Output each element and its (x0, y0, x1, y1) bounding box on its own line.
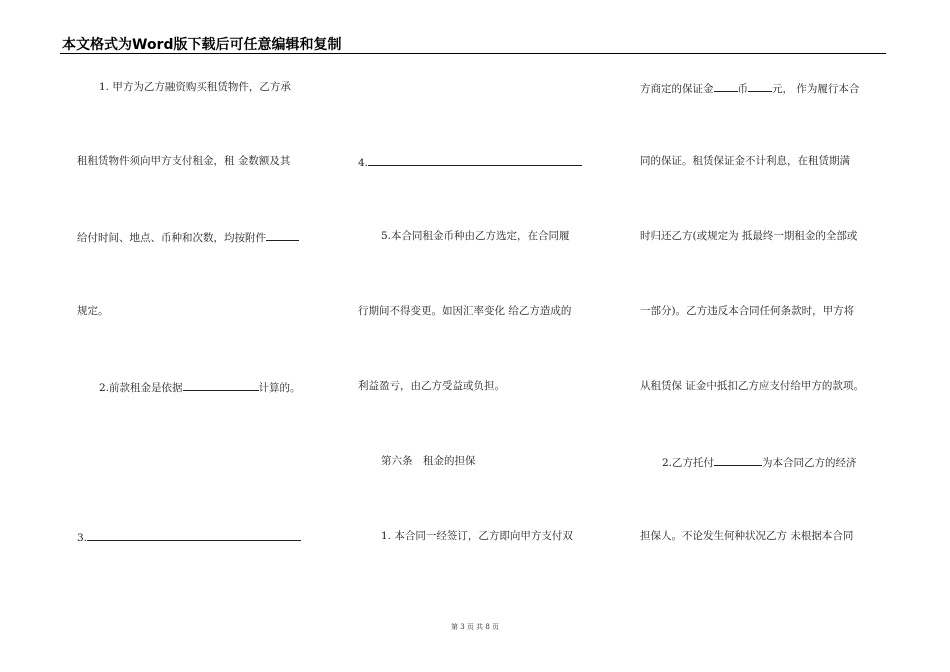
col1-line-5-text-a: 2.前款租金是依据 (99, 382, 183, 394)
blank-underline (266, 229, 299, 241)
col3-line-6-text-a: 2.乙方托付 (662, 457, 715, 469)
col2-line-6: 1. 本合同一经签订，乙方即向甲方支付双 (381, 530, 573, 542)
col3-line-2: 同的保证。租赁保证金不计利息，在租赁期满 (640, 155, 850, 167)
col3-line-6-text-b: 为本合同乙方的经济 (762, 457, 857, 469)
col1-line-5-text-b: 计算的。 (258, 382, 301, 394)
col1-line-6-text: 3. (77, 532, 88, 544)
col3-line-1-text-b: 币 (737, 83, 748, 95)
col3-line-3: 时归还乙方(或规定为 抵最终一期租金的全部或 (640, 230, 858, 242)
blank-underline (714, 454, 762, 466)
col2-line-2: 5.本合同租金币种由乙方选定，在合同履 (381, 230, 570, 242)
header-divider (60, 53, 886, 54)
col1-line-1: 1. 甲方为乙方融资购买租赁物件，乙方承 (99, 81, 291, 93)
col3-line-1-text-c: 元， 作为履行本合 (772, 83, 860, 95)
col3-line-1 (640, 80, 859, 96)
blank-underline (714, 80, 738, 92)
col2-line-1-text: 4. (358, 157, 369, 169)
col1-line-3-text: 给付时间、地点、币种和次数，均按附件 (77, 232, 266, 244)
blank-underline (368, 154, 582, 166)
col3-line-5: 从租赁保 证金中抵扣乙方应支付给甲方的款项。 (640, 380, 864, 392)
col3-line-4: 一部分)。乙方违反本合同任何条款时，甲方将 (640, 305, 855, 317)
col3-line-7: 担保人。不论发生何种状况乙方 未根据本合同 (640, 530, 854, 542)
col3-line-6 (662, 454, 857, 470)
col3-line-1-text-a: 方商定的保证金 (640, 83, 714, 95)
col1-line-3 (77, 229, 299, 245)
blank-underline (87, 529, 301, 541)
col1-line-5 (99, 379, 301, 395)
col2-section-heading: 第六条 租金的担保 (381, 455, 476, 467)
col1-line-2: 租租赁物件须向甲方支付租金，租 金数额及其 (77, 155, 291, 167)
blank-underline (183, 379, 259, 391)
page-number: 第 3 页 共 8 页 (450, 623, 500, 631)
col2-line-4: 利益盈亏，由乙方受益或负担。 (358, 380, 505, 392)
col2-line-3: 行期间不得变更。如因汇率变化 给乙方造成的 (358, 305, 572, 317)
col1-line-6 (77, 529, 301, 545)
blank-underline (748, 80, 772, 92)
document-header-title: 本文格式为Word版下载后可任意编辑和复制 (62, 37, 342, 53)
col1-line-4: 规定。 (77, 305, 109, 317)
col2-line-1 (358, 154, 582, 170)
